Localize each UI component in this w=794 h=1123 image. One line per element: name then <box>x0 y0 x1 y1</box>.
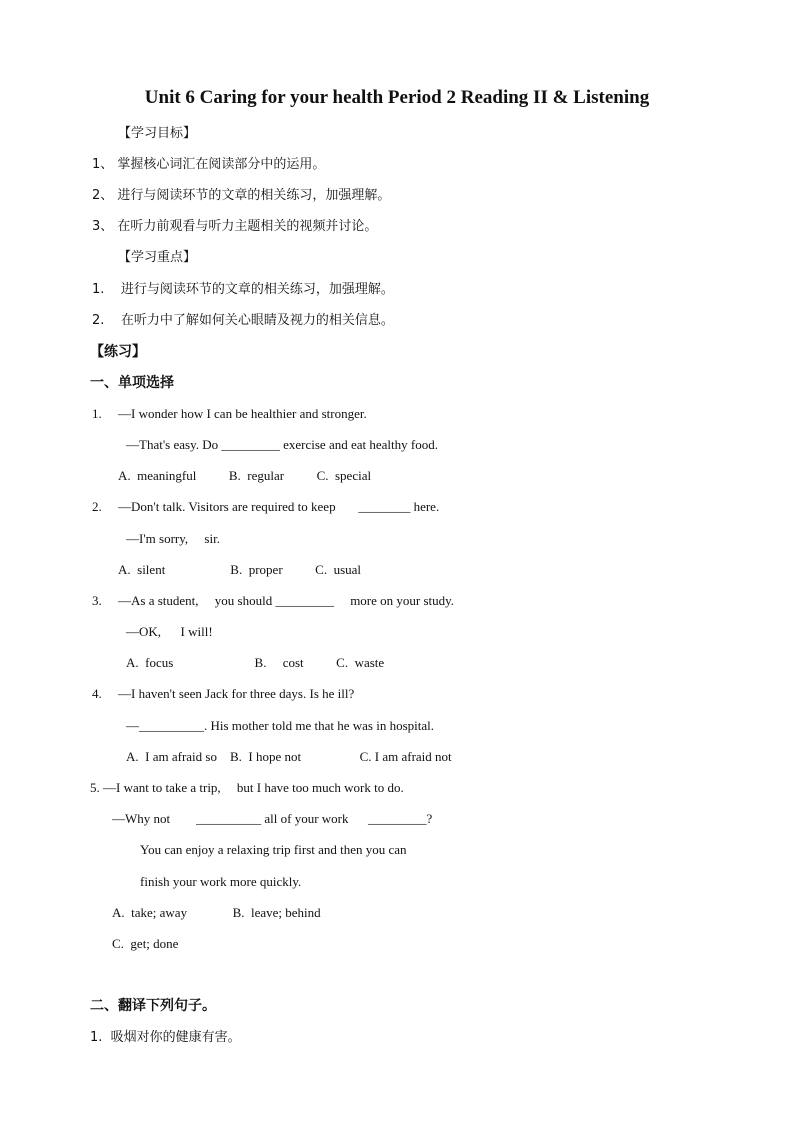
answer-options: A. I am afraid so B. I hope not C. I am afraid not <box>126 749 452 764</box>
question-line: 5. —I want to take a trip, but I have too much work to do. <box>90 780 404 795</box>
question-line: —I'm sorry, sir. <box>126 531 220 546</box>
answer-options: C. get; done <box>112 936 179 951</box>
objective-item: 1、 掌握核心词汇在阅读部分中的运用。 <box>92 157 326 172</box>
answer-options: A. take; away B. leave; behind <box>112 905 321 920</box>
question-line: finish your work more quickly. <box>140 874 302 889</box>
objective-item: 2、 进行与阅读环节的文章的相关练习，加强理解。 <box>92 188 391 203</box>
section2-heading: 二、翻译下列句子。 <box>90 998 216 1014</box>
question-line: 4. —I haven't seen Jack for three days. Is he ill? <box>92 686 355 701</box>
objectives-heading: 【学习目标】 <box>118 126 197 141</box>
question-line: —__________. His mother told me that he was in hospital. <box>126 718 434 733</box>
question-line: —Why not __________ all of your work _________? <box>112 811 433 826</box>
translation-item: 1. 吸烟对你的健康有害。 <box>90 1030 241 1045</box>
question-line: —That's easy. Do _________ exercise and eat healthy food. <box>126 437 438 452</box>
key-point-item: 2. 在听力中了解如何关心眼睛及视力的相关信息。 <box>92 313 394 328</box>
question-line: 3. —As a student, you should _________ more on your study. <box>92 593 455 608</box>
answer-options: A. focus B. cost C. waste <box>126 655 385 670</box>
answer-options: A. silent B. proper C. usual <box>118 562 362 577</box>
objective-item: 3、 在听力前观看与听力主题相关的视频并讨论。 <box>92 219 378 234</box>
page-title: Unit 6 Caring for your health Period 2 Reading II & Listening <box>144 87 650 108</box>
question-line: 2. —Don't talk. Visitors are required to keep ________ here. <box>92 499 440 514</box>
question-line: 1. —I wonder how I can be healthier and stronger. <box>92 406 367 421</box>
key-points-heading: 【学习重点】 <box>118 250 197 265</box>
question-line: —OK, I will! <box>126 624 213 639</box>
question-line: You can enjoy a relaxing trip first and then you can <box>140 842 407 857</box>
practice-heading: 【练习】 <box>90 344 146 360</box>
answer-options: A. meaningful B. regular C. special <box>118 468 372 483</box>
key-point-item: 1. 进行与阅读环节的文章的相关练习，加强理解。 <box>92 282 394 297</box>
section1-heading: 一、单项选择 <box>90 375 174 391</box>
